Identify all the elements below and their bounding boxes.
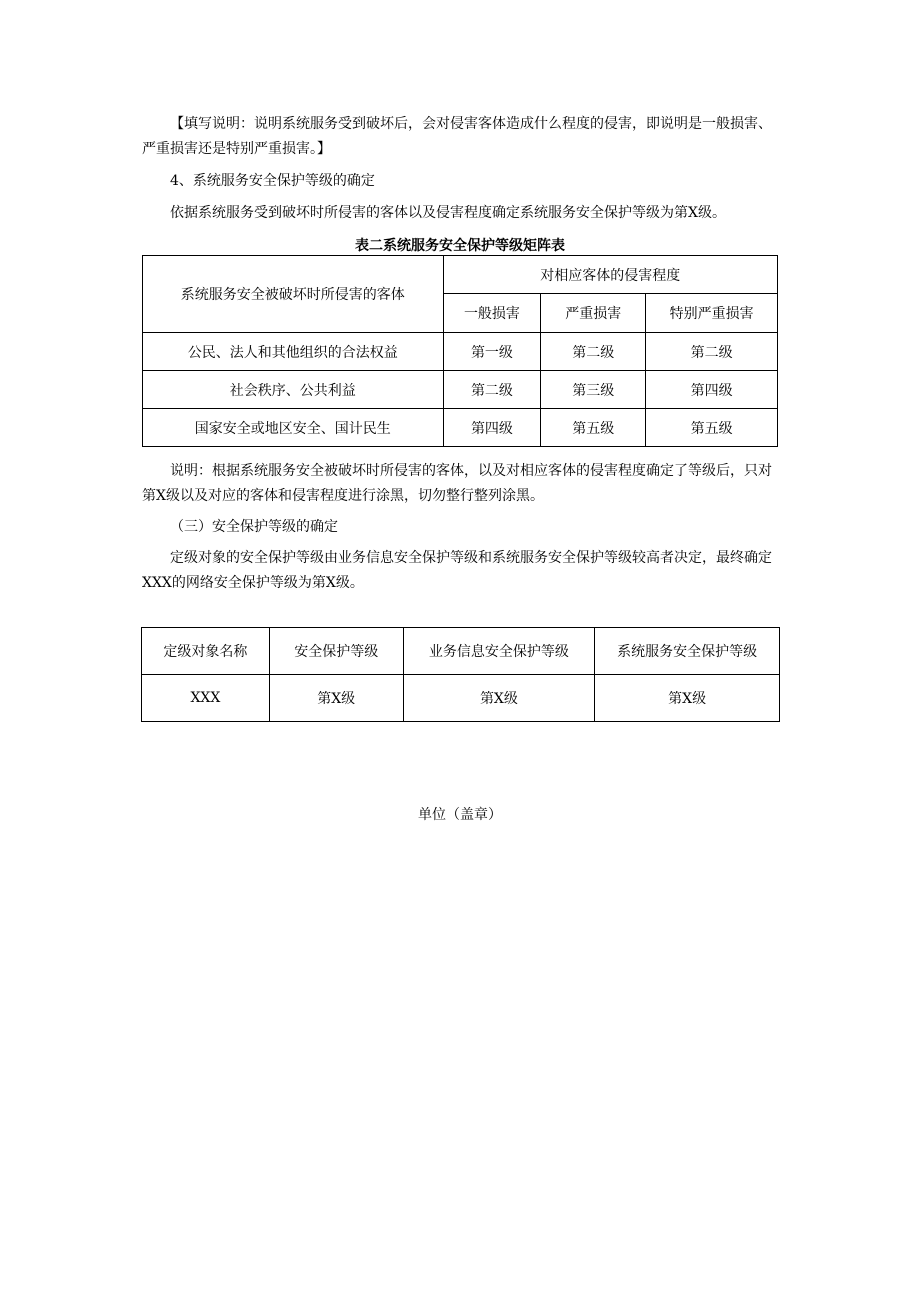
level-cell: 第二级	[646, 333, 778, 371]
summary-header-row	[142, 628, 780, 675]
object-column-header: 系统服务安全被破坏时所侵害的客体	[143, 256, 444, 333]
table-row	[143, 409, 778, 447]
degree-column-general: 一般损害	[443, 294, 541, 333]
degree-column-especially-serious: 特别严重损害	[646, 294, 778, 333]
object-cell: 公民、法人和其他组织的合法权益	[143, 333, 444, 371]
table-row	[143, 333, 778, 371]
level-cell: 第五级	[646, 409, 778, 447]
system-service-level-cell: 第X级	[595, 675, 780, 722]
degree-group-header: 对相应客体的侵害程度	[443, 256, 777, 294]
matrix-explanation-text: 说明：根据系统服务安全被破坏时所侵害的客体，以及对相应客体的侵害程度确定了等级后，只对第X级以及对应的客体和侵害程度进行涂黑，切勿整行整列涂黑。	[142, 463, 772, 504]
service-security-level-matrix-table	[142, 255, 778, 447]
table-row	[143, 371, 778, 409]
section-4-heading: 4、系统服务安全保护等级的确定	[170, 173, 375, 189]
header-system-service-level: 系统服务安全保护等级	[595, 628, 780, 675]
summary-level-table	[141, 627, 780, 722]
object-cell: 社会秩序、公共利益	[143, 371, 444, 409]
level-cell: 第二级	[443, 371, 541, 409]
level-cell: 第四级	[646, 371, 778, 409]
object-name-cell: XXX	[142, 675, 270, 722]
header-business-info-level: 业务信息安全保护等级	[403, 628, 595, 675]
level-cell: 第三级	[541, 371, 646, 409]
table-row	[142, 675, 780, 722]
security-level-cell: 第X级	[269, 675, 403, 722]
level-cell: 第五级	[541, 409, 646, 447]
unit-stamp-label: 单位（盖章）	[418, 807, 502, 823]
final-determination-text: 定级对象的安全保护等级由业务信息安全保护等级和系统服务安全保护等级较高者决定，最终确定XXX的网络安全保护等级为第X级。	[142, 550, 772, 591]
header-security-level: 安全保护等级	[269, 628, 403, 675]
fill-instruction-note: 【填写说明：说明系统服务受到破坏后，会对侵害客体造成什么程度的侵害，即说明是一般损害、严重损害还是特别严重损害。】	[142, 116, 772, 157]
header-object-name: 定级对象名称	[142, 628, 270, 675]
degree-column-serious: 严重损害	[541, 294, 646, 333]
matrix-header-row	[143, 256, 778, 294]
level-cell: 第二级	[541, 333, 646, 371]
matrix-table-title: 表二系统服务安全保护等级矩阵表	[355, 238, 565, 254]
level-cell: 第一级	[443, 333, 541, 371]
business-info-level-cell: 第X级	[403, 675, 595, 722]
object-cell: 国家安全或地区安全、国计民生	[143, 409, 444, 447]
section-3-heading: （三）安全保护等级的确定	[170, 519, 338, 535]
section-4-basis-text: 依据系统服务受到破坏时所侵害的客体以及侵害程度确定系统服务安全保护等级为第X级。	[170, 205, 726, 221]
level-cell: 第四级	[443, 409, 541, 447]
